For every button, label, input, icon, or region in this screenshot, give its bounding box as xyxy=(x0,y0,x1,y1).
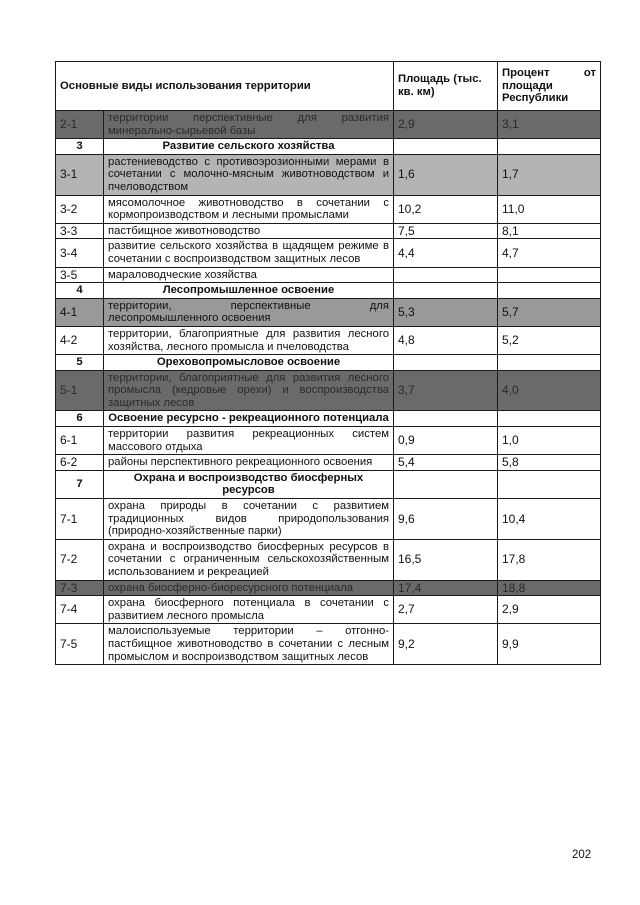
percent-cell: 5,2 xyxy=(498,326,601,354)
table-row xyxy=(56,195,601,223)
area-cell xyxy=(394,139,498,155)
area-cell: 0,9 xyxy=(394,427,498,455)
row-description: территории, благоприятные для развития лесного хозяйства, лесного промысла и пчеловодства xyxy=(104,326,394,354)
table-row xyxy=(56,326,601,354)
row-description: территории, перспективные для лесопромышленного освоения xyxy=(104,298,394,326)
land-use-table xyxy=(55,61,601,665)
section-code: 5 xyxy=(56,355,104,371)
table-row xyxy=(56,154,601,195)
area-cell: 9,2 xyxy=(394,624,498,665)
row-code: 7-4 xyxy=(56,596,104,624)
percent-cell xyxy=(498,470,601,498)
row-description: охрана биосферно-биоресурсного потенциала xyxy=(104,580,394,596)
row-description: охрана природы в сочетании с развитием традиционных видов природопользования (природно-хозяйственные парки) xyxy=(104,499,394,540)
row-description: охрана биосферного потенциала в сочетании с развитием лесного промысла xyxy=(104,596,394,624)
row-code: 7-2 xyxy=(56,539,104,580)
percent-cell: 10,4 xyxy=(498,499,601,540)
area-cell: 2,9 xyxy=(394,111,498,139)
row-code: 4-2 xyxy=(56,326,104,354)
row-code: 3-3 xyxy=(56,223,104,239)
percent-cell: 1,0 xyxy=(498,427,601,455)
table-body xyxy=(56,111,601,665)
percent-cell: 5,7 xyxy=(498,298,601,326)
area-cell: 16,5 xyxy=(394,539,498,580)
percent-cell: 8,1 xyxy=(498,223,601,239)
area-cell: 4,8 xyxy=(394,326,498,354)
row-code: 7-3 xyxy=(56,580,104,596)
row-description: пастбищное животноводство xyxy=(104,223,394,239)
table-row xyxy=(56,427,601,455)
area-cell: 10,2 xyxy=(394,195,498,223)
section-row xyxy=(56,470,601,498)
row-description: малоиспользуемые территории – отгонно-пастбищное животноводство в сочетании с лесным промыслом и воспроизводством защитных лесов xyxy=(104,624,394,665)
area-cell xyxy=(394,355,498,371)
row-code: 7-1 xyxy=(56,499,104,540)
table-row xyxy=(56,499,601,540)
section-code: 7 xyxy=(56,470,104,498)
area-cell: 7,5 xyxy=(394,223,498,239)
area-cell xyxy=(394,411,498,427)
percent-cell: 4,7 xyxy=(498,239,601,267)
area-cell: 9,6 xyxy=(394,499,498,540)
area-cell: 3,7 xyxy=(394,370,498,411)
row-description: растениеводство с противоэрозионными мерами в сочетании с молочно-мясным животноводством и пчеловодством xyxy=(104,154,394,195)
table-row xyxy=(56,298,601,326)
section-title: Освоение ресурсно - рекреационного потенциала xyxy=(104,411,394,427)
row-description: территории перспективные для развития минерально-сырьевой базы xyxy=(104,111,394,139)
row-code: 4-1 xyxy=(56,298,104,326)
row-description: охрана и воспроизводство биосферных ресурсов в сочетании с ограниченным сельскохозяйственным использованием и рекреацией xyxy=(104,539,394,580)
table-row xyxy=(56,239,601,267)
percent-cell xyxy=(498,355,601,371)
table-row xyxy=(56,370,601,411)
row-code: 6-1 xyxy=(56,427,104,455)
area-cell: 4,4 xyxy=(394,239,498,267)
table-row xyxy=(56,596,601,624)
row-code: 3-5 xyxy=(56,267,104,283)
section-code: 4 xyxy=(56,283,104,299)
section-row xyxy=(56,411,601,427)
row-description: мараловодческие хозяйства xyxy=(104,267,394,283)
area-cell: 17,4 xyxy=(394,580,498,596)
area-cell: 5,4 xyxy=(394,455,498,471)
section-code: 3 xyxy=(56,139,104,155)
percent-cell xyxy=(498,139,601,155)
percent-cell: 4,0 xyxy=(498,370,601,411)
section-row xyxy=(56,355,601,371)
header-land-use-types: Основные виды использования территории xyxy=(56,62,394,111)
table-row xyxy=(56,580,601,596)
percent-cell xyxy=(498,283,601,299)
table-row xyxy=(56,267,601,283)
area-cell xyxy=(394,267,498,283)
percent-cell: 11,0 xyxy=(498,195,601,223)
row-description: территории, благоприятные для развития лесного промысла (кедровые орехи) и воспроизводства защитных лесов xyxy=(104,370,394,411)
percent-cell: 3,1 xyxy=(498,111,601,139)
row-description: районы перспективного рекреационного освоения xyxy=(104,455,394,471)
row-description: развитие сельского хозяйства в щадящем режиме в сочетании с воспроизводством защитных лесов xyxy=(104,239,394,267)
row-code: 2-1 xyxy=(56,111,104,139)
section-title: Охрана и воспроизводство биосферных ресурсов xyxy=(104,470,394,498)
page-number: 202 xyxy=(572,849,592,861)
header-percent: Процент от площади Республики xyxy=(498,62,601,111)
percent-cell: 1,7 xyxy=(498,154,601,195)
area-cell xyxy=(394,470,498,498)
table-row xyxy=(56,223,601,239)
section-row xyxy=(56,139,601,155)
percent-cell: 5,8 xyxy=(498,455,601,471)
percent-cell: 2,9 xyxy=(498,596,601,624)
area-cell xyxy=(394,283,498,299)
section-row xyxy=(56,283,601,299)
row-code: 3-2 xyxy=(56,195,104,223)
table-row xyxy=(56,539,601,580)
table-row xyxy=(56,624,601,665)
area-cell: 2,7 xyxy=(394,596,498,624)
row-code: 7-5 xyxy=(56,624,104,665)
percent-cell xyxy=(498,411,601,427)
header-area: Площадь (тыс. кв. км) xyxy=(394,62,498,111)
table-row xyxy=(56,111,601,139)
table-row xyxy=(56,455,601,471)
area-cell: 5,3 xyxy=(394,298,498,326)
table-header-row xyxy=(56,62,601,111)
section-code: 6 xyxy=(56,411,104,427)
percent-cell: 9,9 xyxy=(498,624,601,665)
row-code: 3-4 xyxy=(56,239,104,267)
percent-cell xyxy=(498,267,601,283)
section-title: Лесопромышленное освоение xyxy=(104,283,394,299)
percent-cell: 18,8 xyxy=(498,580,601,596)
area-cell: 1,6 xyxy=(394,154,498,195)
percent-cell: 17,8 xyxy=(498,539,601,580)
row-code: 6-2 xyxy=(56,455,104,471)
row-description: мясомолочное животноводство в сочетании с кормопроизводством и лесными промыслами xyxy=(104,195,394,223)
row-code: 5-1 xyxy=(56,370,104,411)
section-title: Ореховопромысловое освоение xyxy=(104,355,394,371)
row-code: 3-1 xyxy=(56,154,104,195)
section-title: Развитие сельского хозяйства xyxy=(104,139,394,155)
row-description: территории развития рекреационных систем массового отдыха xyxy=(104,427,394,455)
